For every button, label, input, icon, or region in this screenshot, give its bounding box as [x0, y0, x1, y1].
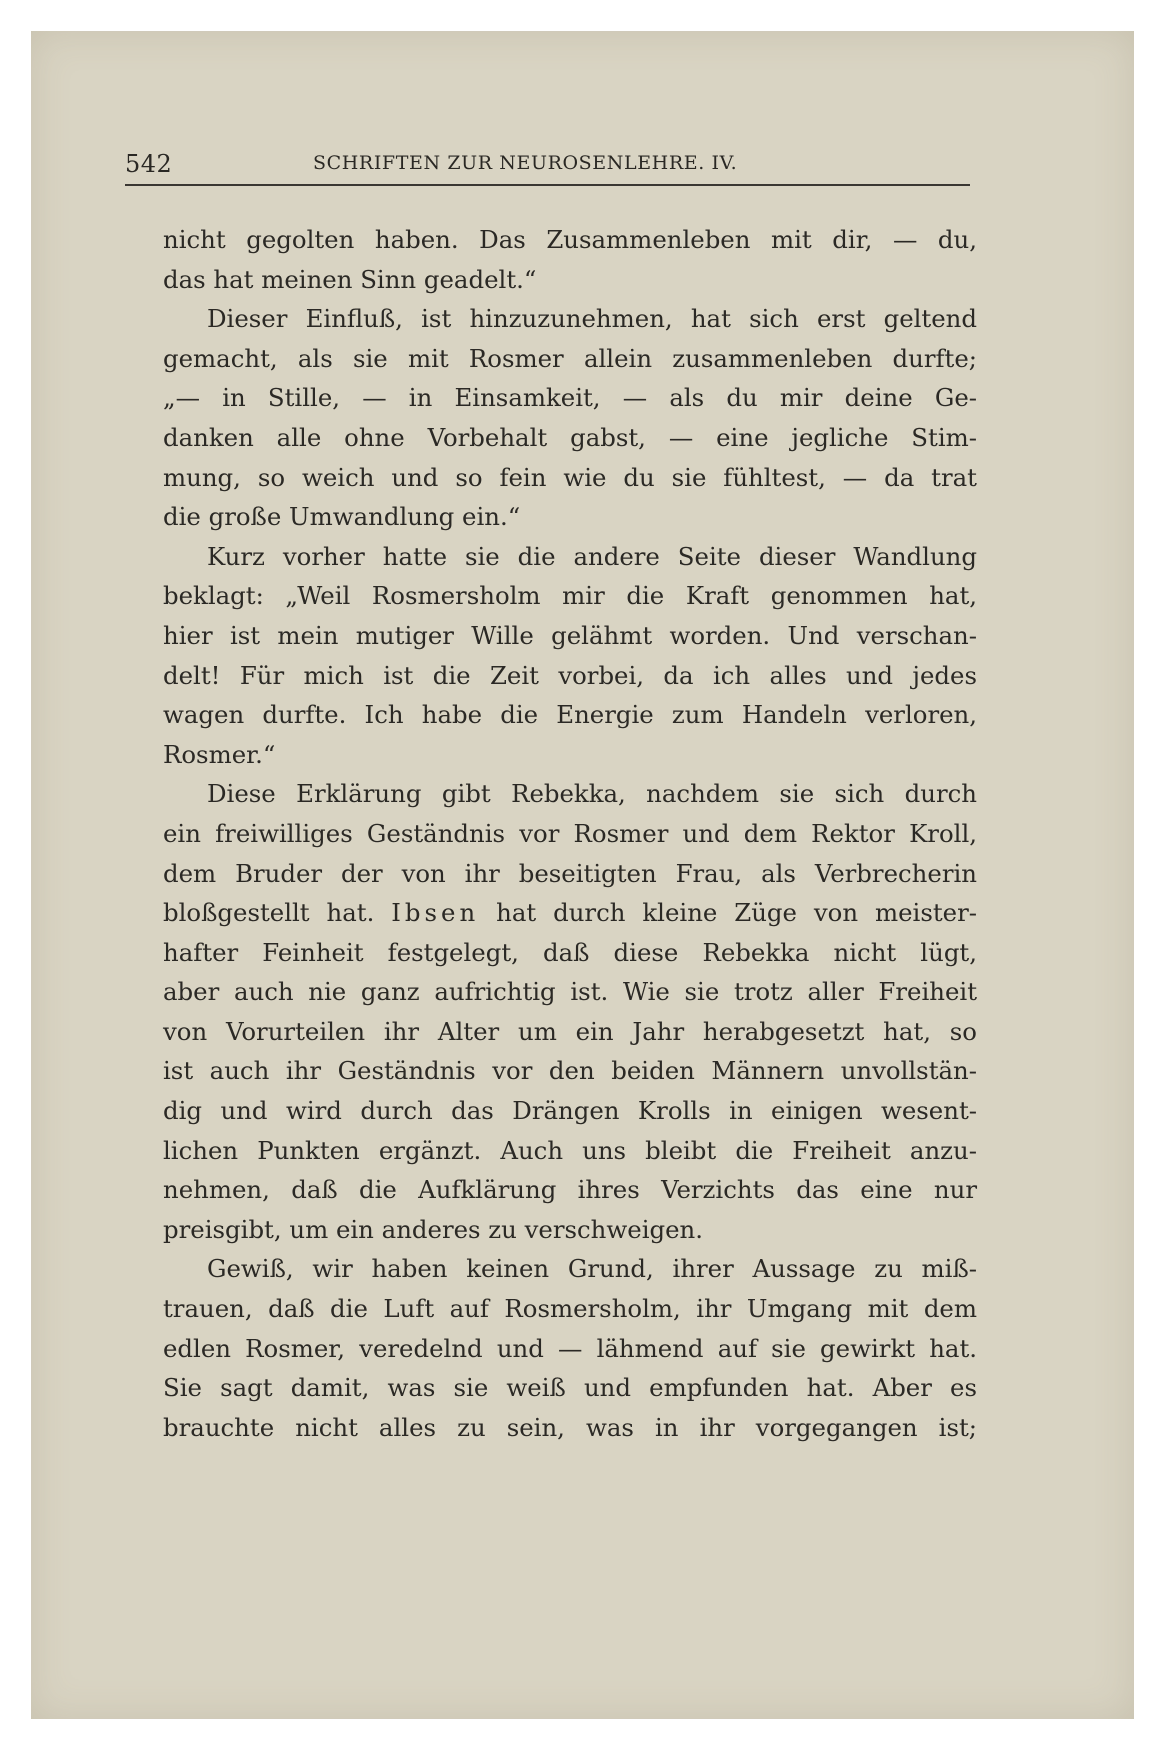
text-line: die große Umwandlung ein.“ [163, 502, 521, 532]
text-line: aber auch nie ganz aufrichtig ist. Wie sie trotz aller Freiheit [163, 977, 977, 1007]
text-line: danken alle ohne Vorbehalt gabst, — eine jegliche Stim- [163, 422, 977, 452]
text-line: brauchte nicht alles zu sein, was in ihr vorgegangen ist; [163, 1412, 977, 1442]
text-line: preisgibt, um ein anderes zu verschweigen. [163, 1214, 704, 1244]
text-line: Diese Erklärung gibt Rebekka, nachdem sie sich durch [207, 779, 977, 809]
text-line: Gewiß, wir haben keinen Grund, ihrer Aussage zu miß- [207, 1254, 977, 1284]
text-line: hier ist mein mutiger Wille gelähmt worden. Und verschan- [163, 620, 977, 650]
text-line: delt! Für mich ist die Zeit vorbei, da ich alles und jedes [163, 660, 977, 690]
text-line: edlen Rosmer, veredelnd und — lähmend auf sie gewirkt hat. [163, 1333, 977, 1363]
text-line: dem Bruder der von ihr beseitigten Frau, als Verbrecherin [163, 858, 977, 888]
text-segment: hat durch kleine Züge von meister- [496, 898, 977, 928]
text-line: Dieser Einfluß, ist hinzuzunehmen, hat sich erst geltend [207, 304, 977, 334]
body-text [163, 220, 977, 1447]
author-name-spaced: Ibsen [391, 898, 480, 928]
page-number: 542 [125, 150, 173, 178]
text-line: Rosmer.“ [163, 739, 276, 769]
text-line: mung, so weich und so fein wie du sie fühltest, — da trat [163, 462, 977, 492]
text-line: trauen, daß die Luft auf Rosmersholm, ihr Umgang mit dem [163, 1294, 977, 1324]
text-segment: bloßgestellt hat. [163, 898, 375, 928]
text-line: Sie sagt damit, was sie weiß und empfunden hat. Aber es [163, 1373, 977, 1403]
text-line: das hat meinen Sinn geadelt.“ [163, 264, 537, 294]
text-line: dig und wird durch das Drängen Krolls in einigen wesent- [163, 1096, 977, 1126]
text-line: von Vorurteilen ihr Alter um ein Jahr herabgesetzt hat, so [163, 1016, 977, 1046]
text-line: nicht gegolten haben. Das Zusammenleben mit dir, — du, [163, 225, 977, 254]
text-line: „— in Stille, — in Einsamkeit, — als du mir deine Ge- [163, 383, 977, 413]
page-header [125, 128, 970, 178]
text-line: beklagt: „Weil Rosmersholm mir die Kraft genommen hat, [163, 581, 977, 611]
text-line [163, 893, 977, 933]
running-title: SCHRIFTEN ZUR NEUROSENLEHRE. IV. [313, 152, 738, 174]
text-line: lichen Punkten ergänzt. Auch uns bleibt die Freiheit anzu- [163, 1135, 977, 1165]
header-rule [125, 184, 970, 186]
text-line: ist auch ihr Geständnis vor den beiden Männern unvollstän- [163, 1056, 977, 1086]
text-line: ein freiwilliges Geständnis vor Rosmer und dem Rektor Kroll, [163, 818, 977, 848]
text-line: wagen durfte. Ich habe die Energie zum Handeln verloren, [163, 700, 977, 730]
text-line: nehmen, daß die Aufklärung ihres Verzichts das eine nur [163, 1175, 977, 1205]
text-line: gemacht, als sie mit Rosmer allein zusammenleben durfte; [163, 343, 977, 373]
text-line: hafter Feinheit festgelegt, daß diese Rebekka nicht lügt, [163, 937, 977, 967]
text-line: Kurz vorher hatte sie die andere Seite dieser Wandlung [207, 541, 977, 571]
